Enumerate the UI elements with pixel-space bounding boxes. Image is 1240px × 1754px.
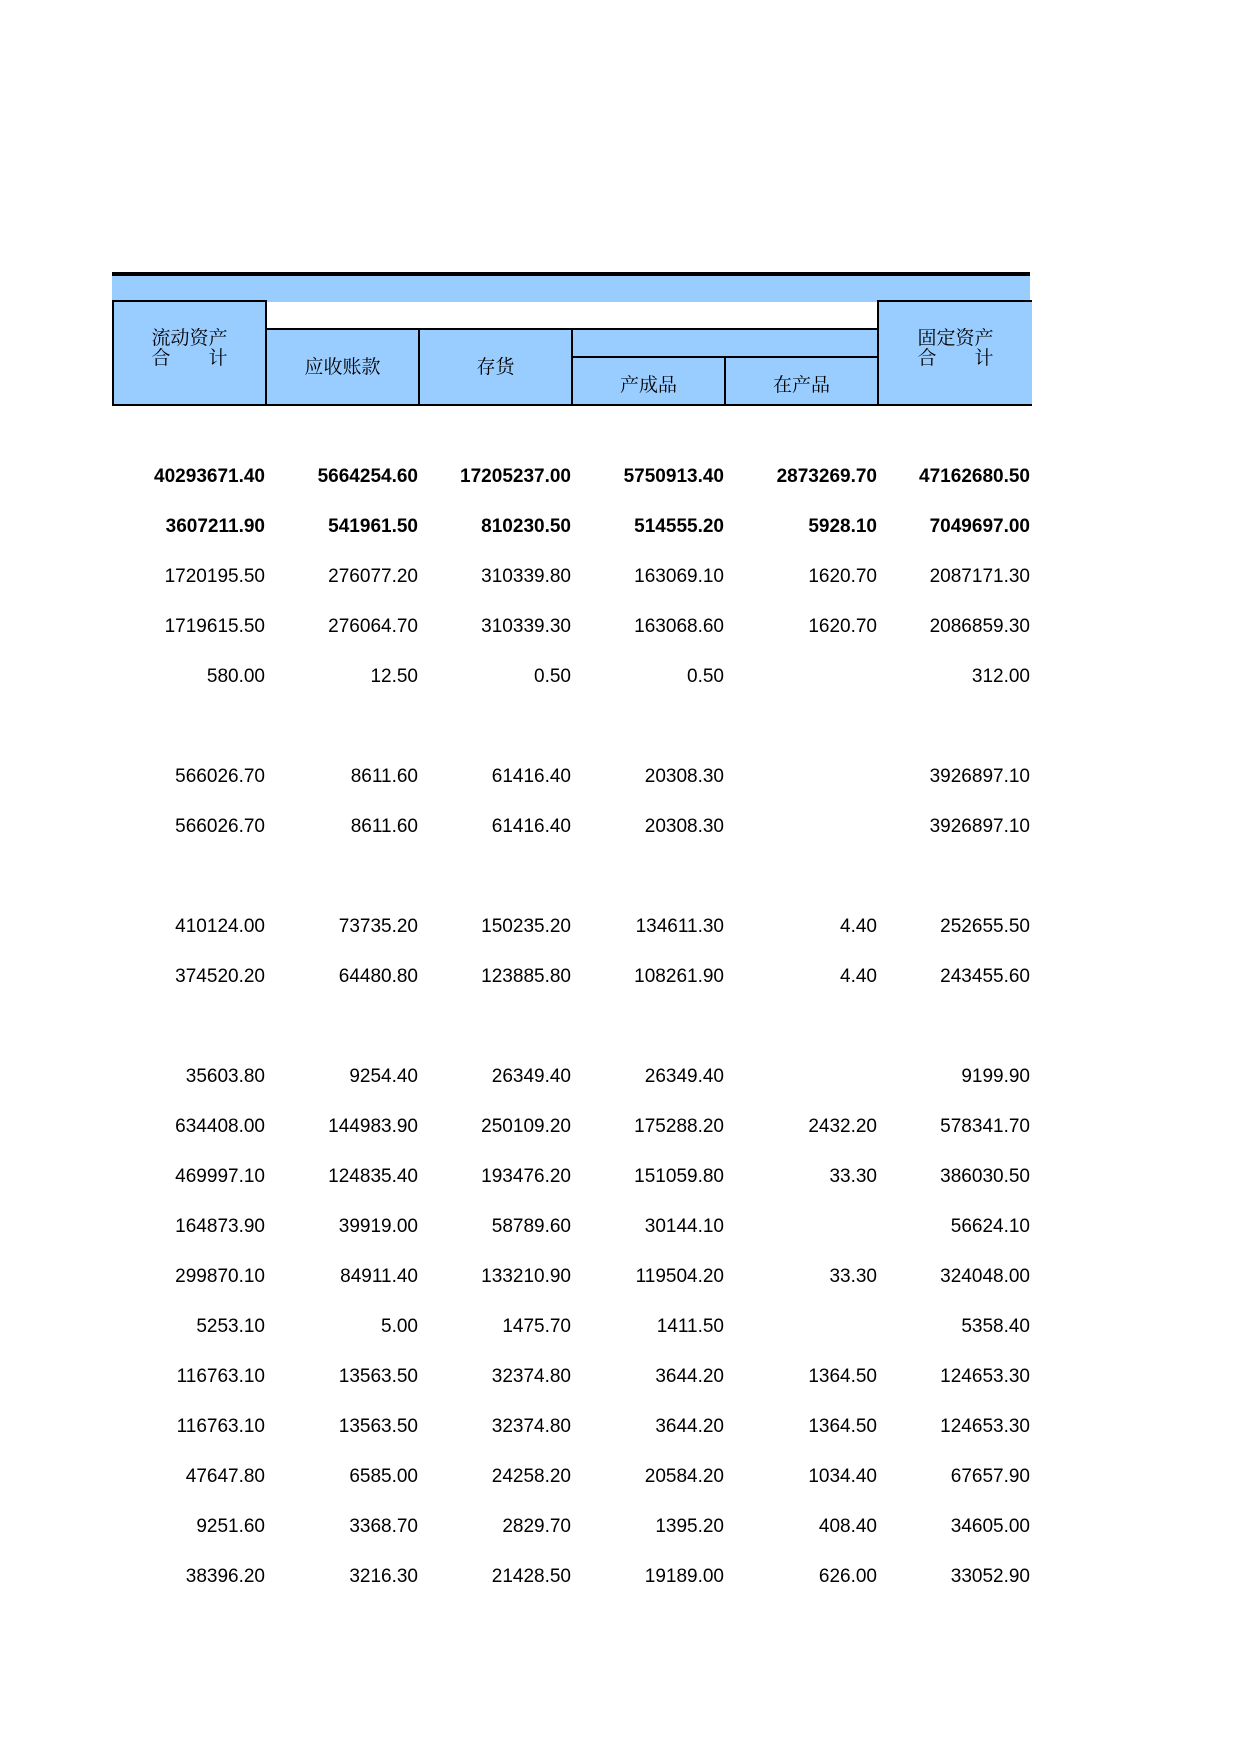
- table-cell: 5358.40: [961, 1316, 1030, 1337]
- table-cell: 3926897.10: [929, 816, 1030, 837]
- table-cell: 1620.70: [808, 566, 877, 587]
- table-cell: [877, 1002, 1030, 1052]
- table-cell: [112, 1002, 265, 1052]
- table-cell: 3607211.90: [165, 516, 265, 537]
- table-row: [112, 852, 1030, 902]
- table-cell: [724, 1302, 877, 1352]
- header-inventory-breakdown: [571, 328, 879, 358]
- table-cell: 5664254.60: [317, 466, 418, 487]
- header-finished-goods: [571, 356, 726, 406]
- header-inventory: [418, 328, 573, 406]
- table-cell: 58789.60: [491, 1216, 571, 1237]
- table-row: [112, 1352, 1030, 1402]
- table-row: [112, 1102, 1030, 1152]
- table-cell: 56624.10: [950, 1216, 1030, 1237]
- table-cell: 151059.80: [634, 1166, 724, 1187]
- table-cell: 8611.60: [350, 766, 418, 787]
- table-cell: 1720195.50: [164, 566, 265, 587]
- table-cell: 124653.30: [940, 1416, 1030, 1437]
- table-cell: 4.40: [840, 916, 877, 937]
- table-cell: 35603.80: [185, 1066, 265, 1087]
- table-cell: 19189.00: [644, 1566, 724, 1587]
- table-cell: 30144.10: [644, 1216, 724, 1237]
- table-cell: [571, 1002, 724, 1052]
- table-cell: 1719615.50: [164, 616, 265, 637]
- table-cell: 40293671.40: [154, 466, 265, 487]
- table-cell: 626.00: [818, 1566, 877, 1587]
- table-cell: [265, 702, 418, 752]
- table-cell: 24258.20: [491, 1466, 571, 1487]
- table-cell: 61416.40: [491, 766, 571, 787]
- table-cell: 386030.50: [940, 1166, 1030, 1187]
- table-row: [112, 602, 1030, 652]
- table-row: [112, 1502, 1030, 1552]
- table-cell: [571, 852, 724, 902]
- table-cell: 566026.70: [175, 766, 265, 787]
- table-cell: 2432.20: [808, 1116, 877, 1137]
- table-cell: 634408.00: [175, 1116, 265, 1137]
- table-cell: 21428.50: [491, 1566, 571, 1587]
- table-cell: 84911.40: [340, 1266, 418, 1287]
- table-cell: [418, 1002, 571, 1052]
- table-cell: 374520.20: [175, 966, 265, 987]
- header-label: 固定资产 合 计: [917, 327, 994, 369]
- table-cell: 26349.40: [491, 1066, 571, 1087]
- header-current-assets-total: [112, 300, 267, 406]
- header-label: 流动资产 合 计: [151, 327, 228, 369]
- table-cell: 3644.20: [655, 1416, 724, 1437]
- table-cell: 119504.20: [635, 1266, 724, 1287]
- table-cell: 61416.40: [491, 816, 571, 837]
- table-cell: 47647.80: [185, 1466, 265, 1487]
- table-cell: 20308.30: [644, 766, 724, 787]
- table-row: [112, 652, 1030, 702]
- table-cell: 163068.60: [634, 616, 724, 637]
- table-cell: 33052.90: [950, 1566, 1030, 1587]
- table-cell: [724, 1052, 877, 1102]
- table-cell: 469997.10: [175, 1166, 265, 1187]
- table-cell: 116763.10: [176, 1366, 265, 1387]
- table-cell: 20308.30: [644, 816, 724, 837]
- table-cell: 410124.00: [175, 916, 265, 937]
- table-cell: 124653.30: [940, 1366, 1030, 1387]
- table-cell: 164873.90: [175, 1216, 265, 1237]
- header-accounts-receivable: [265, 328, 420, 406]
- table-cell: 1411.50: [656, 1316, 724, 1337]
- table-cell: 299870.10: [175, 1266, 265, 1287]
- table-cell: 33.30: [829, 1166, 877, 1187]
- table-cell: [418, 852, 571, 902]
- table-cell: 4.40: [840, 966, 877, 987]
- table-cell: 324048.00: [940, 1266, 1030, 1287]
- table-cell: 541961.50: [328, 516, 418, 537]
- table-cell: 1620.70: [808, 616, 877, 637]
- table-row: [112, 452, 1030, 502]
- table-cell: [571, 702, 724, 752]
- table-cell: [265, 852, 418, 902]
- table-row: [112, 902, 1030, 952]
- table-cell: 26349.40: [644, 1066, 724, 1087]
- table-row: [112, 552, 1030, 602]
- table-row: [112, 702, 1030, 752]
- table-cell: 12.50: [370, 666, 418, 687]
- table-cell: 64480.80: [338, 966, 418, 987]
- table-cell: 243455.60: [940, 966, 1030, 987]
- table-cell: 310339.80: [481, 566, 571, 587]
- table-row: [112, 802, 1030, 852]
- table-cell: 6585.00: [349, 1466, 418, 1487]
- table-row: [112, 1402, 1030, 1452]
- table-cell: 2087171.30: [929, 566, 1030, 587]
- table-cell: 3368.70: [349, 1516, 418, 1537]
- table-cell: 34605.00: [950, 1516, 1030, 1537]
- table-cell: 3926897.10: [929, 766, 1030, 787]
- table-cell: [724, 752, 877, 802]
- table-cell: 193476.20: [481, 1166, 571, 1187]
- table-cell: 1364.50: [808, 1416, 877, 1437]
- table-cell: [877, 702, 1030, 752]
- table-cell: 3216.30: [349, 1566, 418, 1587]
- table-cell: 408.40: [818, 1516, 877, 1537]
- table-row: [112, 1302, 1030, 1352]
- table-row: [112, 1202, 1030, 1252]
- table-row: [112, 1002, 1030, 1052]
- header-label: 应收账款: [304, 356, 381, 378]
- table-cell: [877, 852, 1030, 902]
- table-cell: 312.00: [971, 666, 1030, 687]
- table-cell: 250109.20: [481, 1116, 571, 1137]
- table-cell: 13563.50: [338, 1416, 418, 1437]
- table-cell: [724, 652, 877, 702]
- table-cell: 20584.20: [644, 1466, 724, 1487]
- table-cell: 134611.30: [635, 916, 724, 937]
- table-row: [112, 1052, 1030, 1102]
- table-cell: 67657.90: [950, 1466, 1030, 1487]
- table-cell: 32374.80: [491, 1416, 571, 1437]
- table-cell: 175288.20: [634, 1116, 724, 1137]
- table-cell: [112, 702, 265, 752]
- table-row: [112, 1552, 1030, 1602]
- table-cell: 17205237.00: [460, 466, 571, 487]
- table-cell: [724, 1002, 877, 1052]
- table-cell: 47162680.50: [919, 466, 1030, 487]
- table-cell: 810230.50: [481, 516, 571, 537]
- header-band: [112, 276, 1030, 302]
- table-row: [112, 952, 1030, 1002]
- table-cell: [724, 852, 877, 902]
- table-row: [112, 1252, 1030, 1302]
- table-cell: 38396.20: [185, 1566, 265, 1587]
- table-cell: 1475.70: [502, 1316, 571, 1337]
- table-cell: 2086859.30: [929, 616, 1030, 637]
- table-cell: 133210.90: [481, 1266, 571, 1287]
- table-cell: 13563.50: [338, 1366, 418, 1387]
- table-cell: 9254.40: [349, 1066, 418, 1087]
- table-cell: 39919.00: [338, 1216, 418, 1237]
- table-cell: 33.30: [829, 1266, 877, 1287]
- table-row: [112, 1452, 1030, 1502]
- table-cell: [724, 1202, 877, 1252]
- table-cell: 150235.20: [481, 916, 571, 937]
- table-cell: 514555.20: [634, 516, 724, 537]
- table-cell: 8611.60: [350, 816, 418, 837]
- table-cell: 9251.60: [196, 1516, 265, 1537]
- table-cell: 1364.50: [808, 1366, 877, 1387]
- table-cell: 123885.80: [481, 966, 571, 987]
- table-cell: 1395.20: [655, 1516, 724, 1537]
- table-cell: 580.00: [206, 666, 265, 687]
- table-cell: 5253.10: [196, 1316, 265, 1337]
- header-fixed-assets-total: [877, 300, 1032, 406]
- table-cell: [112, 852, 265, 902]
- table-cell: 163069.10: [634, 566, 724, 587]
- header-label: 存货: [476, 356, 515, 378]
- table-row: [112, 752, 1030, 802]
- header-work-in-progress: [724, 356, 879, 406]
- table-cell: 116763.10: [176, 1416, 265, 1437]
- table-cell: 0.50: [687, 666, 724, 687]
- table-cell: 144983.90: [328, 1116, 418, 1137]
- table-cell: [724, 802, 877, 852]
- table-cell: 124835.40: [328, 1166, 418, 1187]
- header-label: 产成品: [619, 374, 677, 396]
- table-cell: 5750913.40: [623, 466, 724, 487]
- table-cell: 32374.80: [491, 1366, 571, 1387]
- table-cell: 276077.20: [328, 566, 418, 587]
- table-cell: [418, 702, 571, 752]
- table-cell: 0.50: [534, 666, 571, 687]
- table-cell: 3644.20: [655, 1366, 724, 1387]
- table-cell: [265, 1002, 418, 1052]
- table-cell: 566026.70: [175, 816, 265, 837]
- table-cell: 2873269.70: [776, 466, 877, 487]
- table-cell: 9199.90: [961, 1066, 1030, 1087]
- table-cell: 578341.70: [940, 1116, 1030, 1137]
- table-cell: 5.00: [381, 1316, 418, 1337]
- table-cell: 1034.40: [808, 1466, 877, 1487]
- table-cell: 5928.10: [808, 516, 877, 537]
- table-cell: 73735.20: [338, 916, 418, 937]
- table-row: [112, 502, 1030, 552]
- table-cell: [724, 702, 877, 752]
- table-cell: 252655.50: [940, 916, 1030, 937]
- table-row: [112, 1152, 1030, 1202]
- table-cell: 108261.90: [634, 966, 724, 987]
- table-cell: 2829.70: [502, 1516, 571, 1537]
- header-label: 在产品: [772, 374, 830, 396]
- table-cell: 7049697.00: [929, 516, 1030, 537]
- table-cell: 310339.30: [481, 616, 571, 637]
- table-cell: 276064.70: [328, 616, 418, 637]
